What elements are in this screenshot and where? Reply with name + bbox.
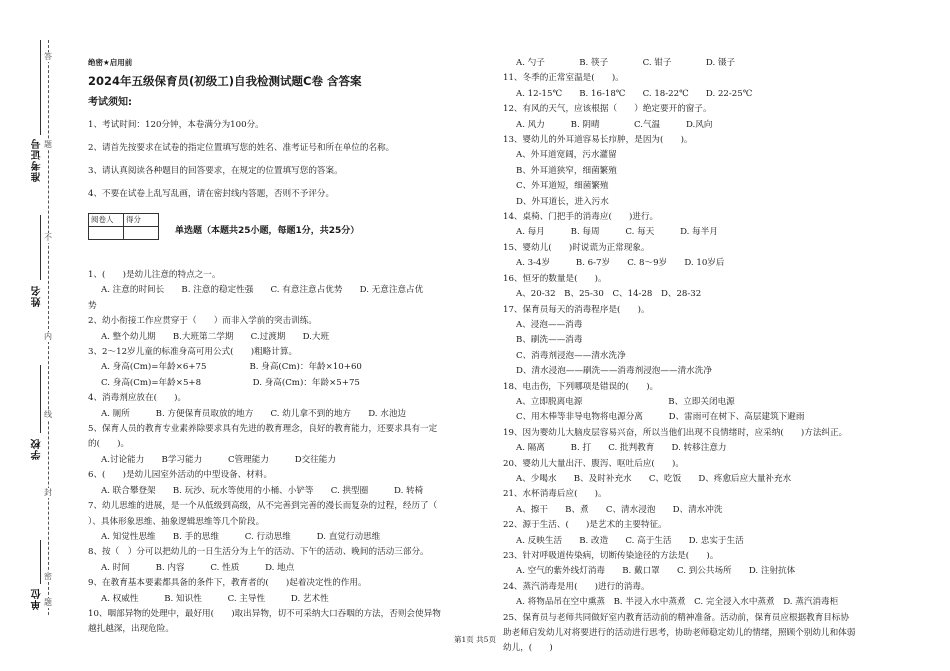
question-text: 15、婴幼儿( )时说谎为正常现象。 [503,242,650,253]
question-text: 14、桌椅、门把手的消毒应( )进行。 [503,212,659,223]
answer-options: C、消毒剂浸泡——清水洗净 [516,350,626,361]
exam-number-label: 准考证号 [32,138,43,182]
notice-item: 3、请认真阅读各种题目的回答要求，在规定的位置填写您的答案。 [88,166,343,176]
question-text: 6、( )是幼儿园室外活动的中型设备、材料。 [88,470,273,481]
grader-cell[interactable] [89,227,124,240]
name-label: 姓名 [32,285,43,307]
notice-item: 1、考试时间：120分钟，本卷满分为100分。 [88,120,264,130]
question-text: 越扎越深，出现危险。 [88,624,174,635]
answer-options: A.讨论能力 B学习能力 C管理能力 D交往能力 [101,454,336,465]
seal-filler-char: 答 [44,52,52,61]
answer-options: A. 身高(Cm)=年龄×6+75 B. 身高(Cm)：年龄×10+60 [101,362,362,373]
question-text: 幼儿，( ) [503,643,553,654]
question-text: 24、蒸汽消毒是用( )进行的消毒。 [503,581,650,592]
answer-options: A、20-32 B、25-30 C、14-28 D、28-32 [516,289,702,300]
question-text: 13、婴幼儿的外耳道容易长疖肿，是因为( )。 [503,135,693,146]
answer-options: A、少喝水 B、及时补充水 C、吃饭 D、疼愈后应大量补充水 [516,473,792,484]
question-text: 23、针对呼吸道传染病，切断传染途径的方法是( )。 [503,551,719,561]
question-text: 10、咽部异物的处理中，最好用( )取出异物，切不可采纳大口吞咽的方法，否则会使异物 [88,608,441,619]
score-table [88,213,159,240]
answer-options: A. 风力 B. 阴晴 C.气温 D.风向 [516,119,713,130]
question-text: 1、( )是幼儿注意的特点之一。 [88,270,221,280]
answer-options: A. 整个幼儿期 B.大班第二学期 C.过渡期 D.大班 [101,331,330,342]
answer-options: A. 将物品吊在空中熏蒸 B. 半浸入水中蒸煮 C. 完全浸入水中蒸煮 D. 蒸汽消毒柜 [516,597,839,608]
question-text: 22、源于生活、( )是艺术的主要特征。 [503,520,667,531]
question-text: 助老师启发幼儿对将要进行的活动进行思考，协助老师稳定幼儿的情绪，照顾个别幼儿和体弱 [503,628,856,639]
question-text: 8、按（ ）分可以把幼儿的一日生活分为上午的活动、下午的活动、晚间的活动三部分。 [88,547,429,558]
answer-options: A. 勺子 B. 筷子 C. 钳子 D. 镊子 [516,58,736,68]
answer-options: A. 12-15℃ B. 16-18℃ C. 18-22℃ D. 22-25℃ [516,88,753,99]
answer-options: A、浸泡——消毒 [516,319,583,330]
page-title: 2024年五级保育员(初级工)自我检测试题C卷 含答案 [88,74,362,88]
exam-number-field[interactable] [40,40,41,135]
page-footer: 第1页 共5页 [454,635,496,644]
notice-list [88,114,493,206]
notice-heading: 考试须知: [88,97,132,108]
answer-options: B、刷洗——消毒 [516,335,583,346]
question-text: 25、保育员与老师共同做好室内教育活动前的精神准备。活动前，保育员应根据教育目标协 [503,612,850,623]
answer-options: B、外耳道狭窄，细菌繁殖 [516,165,617,176]
answer-options: A. 每月 B. 每周 C. 每天 D. 每半月 [516,227,718,238]
question-text: 5、保育人员的教育专业素养除要求具有先进的教育理念，良好的教育能力，还要求具有一定 [88,424,438,435]
answer-options: A. 知觉性思维 B. 手的思维 C. 行动思维 D. 直觉行动思维 [101,531,381,542]
answer-options: D、外耳道长，进入污水 [516,196,609,207]
question-text: ）、具体形象思维、抽象逻辑思维等几个阶段。 [88,516,265,527]
question-text: 4、消毒剂应放在( )。 [88,393,187,404]
question-text: 7、幼儿思维的进展，是一个从低级到高级，从不完善到完善的漫长而复杂的过程，经历了（ [88,501,438,512]
question-text: 2、幼小衔接工作应贯穿于（ ）而非入学前的突击训练。 [88,316,317,327]
answer-options: A、外耳道宽阔，污水灌留 [516,150,617,161]
answer-options: C、用木棒等非导电物将电源分离 D、雷雨可在树下、高层建筑下避雨 [516,412,805,423]
unit-field[interactable] [40,540,41,584]
secret-label: 绝密★启用前 [88,58,133,67]
answer-options: C. 身高(Cm)=年龄×5+8 D. 身高(Cm)：年龄×5+75 [101,377,360,388]
answer-options: A、立即脱离电源 B、立即关闭电源 [516,396,735,407]
score-cell[interactable] [124,227,159,240]
question-text: 9、在教育基本要素都具备的条件下，教育者的( )起着决定性的作用。 [88,578,367,589]
question-list-right [503,56,915,657]
question-text: 17、保育员每天的消毒程序是( )。 [503,304,650,315]
score-label: 得分 [124,214,159,227]
seal-filler-char: 不 [44,233,52,242]
answer-options: A. 隔离 B. 打 C. 批判教育 D. 转移注意力 [516,443,727,454]
seal-filler-char: 内 [44,332,52,341]
answer-options: A. 反映生活 B. 改造 C. 高于生活 D. 忠实于生活 [516,535,744,546]
school-label: 学校 [32,438,43,460]
question-text: 势 [88,300,97,311]
question-text: 16、恒牙的数量是( )。 [503,273,607,284]
question-text: 18、电击伤，下列哪项是错误的( )。 [503,381,659,392]
answer-options: A. 空气的紫外线灯消毒 B. 戴口罩 C. 到公共场所 D. 注射抗体 [516,566,796,577]
seal-filler-char: 线 [44,410,52,419]
answer-options: A. 3-4岁 B. 6-7岁 C. 8～9岁 D. 10岁后 [516,258,725,269]
answer-options: C、外耳道短，细菌繁殖 [516,181,609,192]
school-field[interactable] [40,365,41,433]
question-text: 3、2～12岁儿童的标准身高可用公式( )粗略计算。 [88,347,298,358]
section-header [88,210,493,240]
question-text: 20、婴幼儿大量出汗、腹泻、呕吐后应( )。 [503,458,684,469]
answer-options: A. 时间 B. 内容 C. 性质 D. 地点 [101,562,295,573]
question-text: 11、冬季的正常室温是( )。 [503,73,624,84]
question-text: 12、有风的天气，应该根据（ ）绝定要开的窗子。 [503,104,712,115]
question-text: 21、水杯消毒后应( )。 [503,489,607,500]
left-column [88,56,493,638]
notice-item: 2、请首先按要求在试卷的指定位置填写您的姓名、准考证号和所在单位的名称。 [88,143,395,153]
seal-filler-char: 题 [44,140,52,149]
answer-options: A. 联合攀登架 B. 玩沙、玩水等使用的小桶、小铲等 C. 拱型圈 D. 转椅 [101,485,424,496]
answer-options: D、清水浸泡——刷洗——消毒剂浸泡——清水洗净 [516,366,712,377]
seal-dashed-line [48,40,49,615]
seal-filler-char: 封 [44,488,52,497]
question-text: 的( )。 [88,439,130,450]
grader-label: 阅卷人 [89,214,124,227]
answer-options: A、擦干 B、煮 C、清水浸泡 D、清水冲洗 [516,504,723,515]
question-text: 19、因为婴幼儿大脑皮层容易兴奋，所以当他们出现不良情绪时，应采纳( )方法纠正。 [503,427,848,438]
seal-filler-char: 密 [44,572,52,581]
answer-options: A. 厕所 B. 方便保育员取放的地方 C. 幼儿拿不到的地方 D. 水池边 [101,408,407,419]
name-field[interactable] [40,215,41,280]
binding-margin [0,0,60,671]
unit-label: 单位 [32,588,43,610]
section-title: 单选题（本题共25小题，每题1分，共25分） [175,226,360,236]
answer-options: A. 注意的时间长 B. 注意的稳定性强 C. 有意注意占优势 D. 无意注意占优 [101,285,424,296]
question-list-left [88,268,493,638]
answer-options: A. 权威性 B. 知识性 C. 主导性 D. 艺术性 [101,593,329,604]
seal-filler-char: 题 [44,598,52,607]
notice-item: 4、不要在试卷上乱写乱画，请在密封线内答题，否则不予评分。 [88,189,335,199]
